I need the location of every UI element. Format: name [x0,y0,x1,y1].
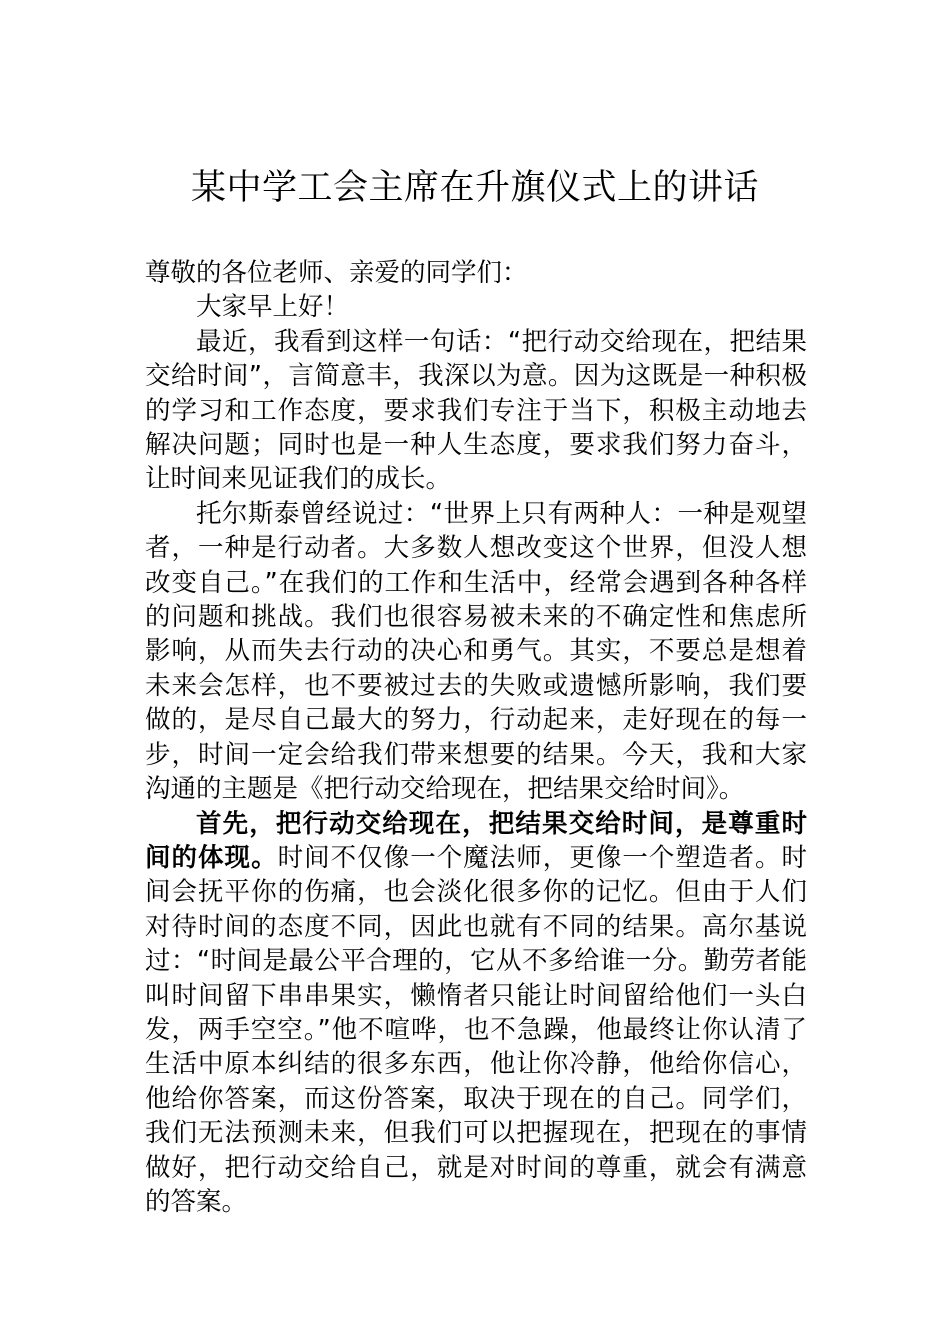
paragraph-3 [145,807,807,1220]
document-title: 某中学工会主席在升旗仪式上的讲话 [190,168,759,208]
greeting: 大家早上好！ [196,292,350,323]
document-body [145,256,807,1219]
paragraph-3-rest: 时间不仅像一个魔法师，更像一个塑造者。时间会抚平你的伤痛，也会淡化很多你的记忆。但由于人们对待时间的态度不同，因此也就有不同的结果。高尔基说过：“时间是最公平合理的，它从不多给谁一分。勤劳者能叫时间留下串串果实，懒惰者只能让时间留给他们一头白发，两手空空。”他不喧哗，也不急躁，他最终让你认清了生活中原本纠结的很多东西，他让你冷静，他给你信心，他给你答案，而这份答案，取决于现在的自己。同学们，我们无法预测未来，但我们可以把握现在，把现在的事情做好，把行动交给自己，就是对时间的尊重，就会有满意的答案。 [145,842,807,1217]
salutation: 尊敬的各位老师、亲爱的同学们： [145,258,528,288]
paragraph-2: 托尔斯泰曾经说过：“世界上只有两种人：一种是观望者，一种是行动者。大多数人想改变这个世界，但没人想改变自己。”在我们的工作和生活中，经常会遇到各种各样的问题和挑战。我们也很容易被未来的不确定性和焦虑所影响，从而失去行动的决心和勇气。其实，不要总是想着未来会怎样，也不要被过去的失败或遗憾所影响，我们要做的，是尽自己最大的努力，行动起来，走好现在的每一步，时间一定会给我们带来想要的结果。今天，我和大家沟通的主题是《把行动交给现在，把结果交给时间》。 [145,498,807,805]
paragraph-3-lead: 首先，把行动交给现在，把结果交给时间，是尊重时间的体现。 [145,808,807,873]
paragraph-1: 最近，我看到这样一句话：“把行动交给现在，把结果交给时间”，言简意丰，我深以为意。因为这既是一种积极的学习和工作态度，要求我们专注于当下，积极主动地去解决问题；同时也是一种人生态度，要求我们努力奋斗，让时间来见证我们的成长。 [145,326,807,495]
